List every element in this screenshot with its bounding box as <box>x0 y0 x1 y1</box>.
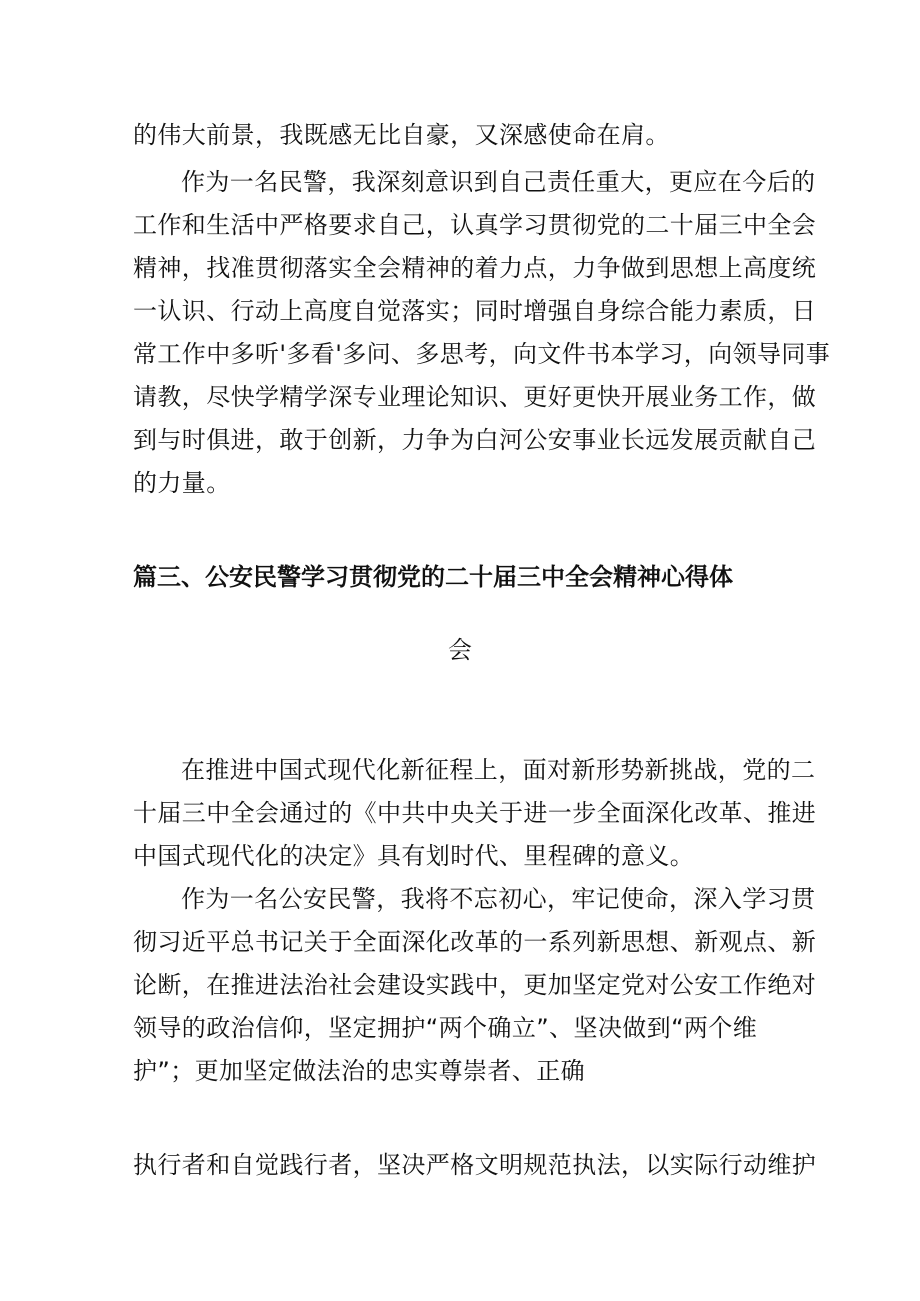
section-heading-continuation: 会 <box>448 636 472 664</box>
paragraph-line: 的力量。 <box>133 469 231 497</box>
paragraph-line: 彻习近平总书记关于全面深化改革的一系列新思想、新观点、新 <box>133 928 817 956</box>
paragraph-line: 精神，找准贯彻落实全会精神的着力点，力争做到思想上高度统 <box>133 254 817 282</box>
paragraph-line: 一认识、行动上高度自觉落实；同时增强自身综合能力素质，日 <box>133 297 817 325</box>
paragraph-line: 在推进中国式现代化新征程上，面对新形势新挑战，党的二 <box>181 756 816 784</box>
paragraph-line: 论断，在推进法治社会建设实践中，更加坚定党对公安工作绝对 <box>133 971 817 999</box>
paragraph-line: 护”；更加坚定做法治的忠实尊崇者、正确 <box>133 1057 586 1085</box>
paragraph-line: 作为一名民警，我深刻意识到自己责任重大，更应在今后的 <box>181 168 816 196</box>
paragraph-line: 领导的政治信仰，坚定拥护“两个确立”、坚决做到“两个维 <box>133 1014 758 1042</box>
paragraph-line: 中国式现代化的决定》具有划时代、里程碑的意义。 <box>133 842 695 870</box>
paragraph-line: 常工作中多听'多看'多问、多思考，向文件书本学习，向领导同事 <box>133 340 831 368</box>
paragraph-line: 工作和生活中严格要求自己，认真学习贯彻党的二十届三中全会 <box>133 211 817 239</box>
paragraph-line: 十届三中全会通过的《中共中央关于进一步全面深化改革、推进 <box>133 799 817 827</box>
paragraph-line: 到与时俱进，敢于创新，力争为白河公安事业长远发展贡献自己 <box>133 426 817 454</box>
paragraph-line: 的伟大前景，我既感无比自豪，又深感使命在肩。 <box>133 121 670 149</box>
paragraph-line: 作为一名公安民警，我将不忘初心，牢记使命，深入学习贯 <box>181 885 816 913</box>
paragraph-line: 执行者和自觉践行者，坚决严格文明规范执法，以实际行动维护 <box>133 1151 817 1179</box>
paragraph-line: 请教，尽快学精学深专业理论知识、更好更快开展业务工作，做 <box>133 383 817 411</box>
section-heading: 篇三、公安民警学习贯彻党的二十届三中全会精神心得体 <box>133 563 733 591</box>
